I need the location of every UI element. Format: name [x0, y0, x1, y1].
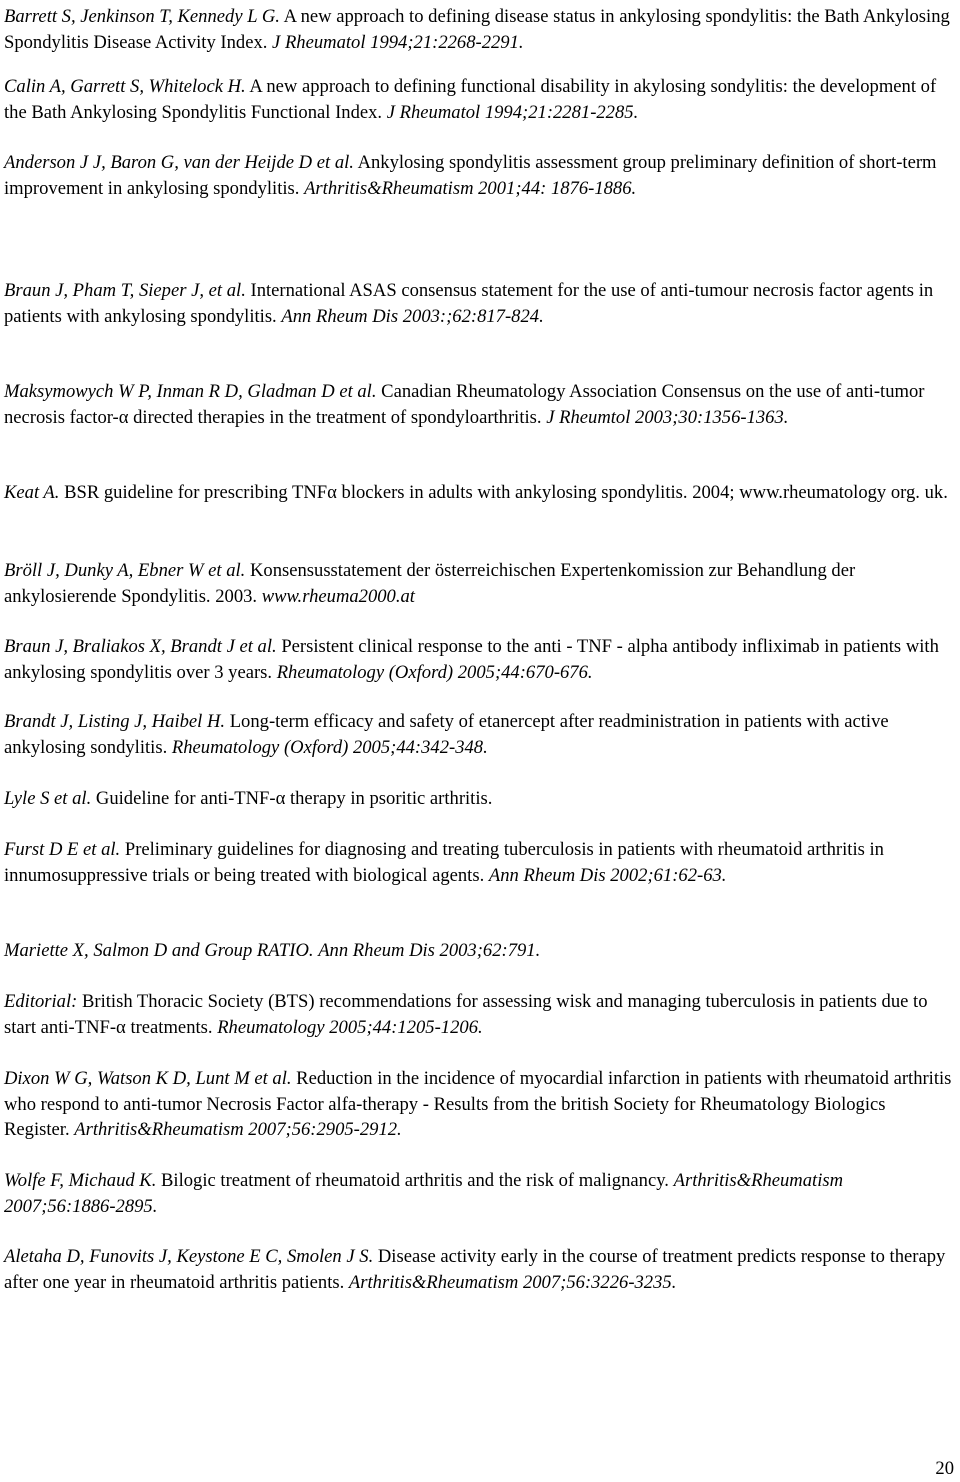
reference-title: Reduction in the incidence of myocardial infarction in patients with rheumatoid arthritis who respond to anti-tumor Necrosis Factor alfa-therapy - Results from the british Society for Rheumatology Biologics Register. — [4, 1068, 952, 1140]
reference-item-maksymowych — [4, 379, 954, 430]
reference-title: Bilogic treatment of rheumatoid arthritis and the risk of malignancy. — [161, 1170, 669, 1191]
reference-title: Persistent clinical response to the anti - TNF - alpha antibody infliximab in patients with ankylosing spondylitis over 3 years. — [4, 636, 939, 683]
reference-item-editorial-bts — [4, 989, 954, 1040]
page-number: 20 — [935, 1458, 954, 1479]
reference-item-furst — [4, 837, 954, 888]
reference-journal: Arthritis&Rheumatism 2001;44: 1876-1886. — [304, 177, 637, 199]
reference-title: Guideline for anti-TNF-α therapy in psoritic arthritis. — [95, 788, 493, 809]
reference-authors: Calin A, Garrett S, Whitelock H. — [4, 76, 246, 97]
reference-item-lyle — [4, 786, 954, 812]
reference-authors: Braun J, Pham T, Sieper J, et al. — [4, 280, 246, 301]
reference-journal: Ann Rheum Dis 2002;61:62-63. — [488, 864, 727, 886]
reference-authors: Anderson J J, Baron G, van der Heijde D et al. — [4, 152, 354, 173]
reference-title: Disease activity early in the course of treatment predicts response to therapy after one year in rheumatoid arthritis patients. — [4, 1246, 946, 1293]
reference-item-braun-infliximab — [4, 634, 954, 685]
reference-journal: Arthritis&Rheumatism 2007;56:1886-2895. — [4, 1170, 844, 1217]
reference-item-barrett — [4, 4, 954, 55]
reference-item-dixon — [4, 1066, 954, 1143]
reference-authors: Braun J, Braliakos X, Brandt J et al. — [4, 636, 277, 657]
reference-journal: J Rheumtol 2003;30:1356-1363. — [546, 406, 789, 428]
reference-title: A new approach to defining disease status in ankylosing spondylitis: the Bath Ankylosing Spondylitis Disease Activity Index. — [4, 6, 950, 53]
reference-journal: J Rheumatol 1994;21:2268-2291. — [272, 31, 524, 53]
reference-title: A new approach to defining functional disability in akylosing sondylitis: the development of the Bath Ankylosing Spondylitis Functional Index. — [4, 76, 937, 123]
reference-item-keat — [4, 480, 954, 506]
reference-title: Preliminary guidelines for diagnosing and treating tuberculosis in patients with rheumatoid arthritis in innumosuppressive trials or being treated with biological agents. — [4, 839, 884, 886]
reference-authors: Mariette X, Salmon D and Group RATIO. — [4, 940, 314, 961]
reference-title: Konsensusstatement der österreichischen Expertenkomission zur Behandlung der ankylosierende Spondylitis. 2003. — [4, 560, 856, 607]
reference-journal: Rheumatology (Oxford) 2005;44:670-676. — [276, 661, 593, 683]
reference-authors: Furst D E et al. — [4, 839, 121, 860]
reference-journal: J Rheumatol 1994;21:2281-2285. — [386, 101, 639, 123]
reference-title: Canadian Rheumatology Association Consensus on the use of anti-tumor necrosis factor-α directed therapies in the treatment of spondyloarthritis. — [4, 381, 925, 428]
reference-journal: www.rheuma2000.at — [261, 585, 415, 607]
reference-item-anderson — [4, 150, 954, 201]
reference-item-calin — [4, 74, 954, 125]
reference-authors: Aletaha D, Funovits J, Keystone E C, Smolen J S. — [4, 1246, 374, 1267]
reference-item-braun-asas — [4, 278, 954, 329]
reference-item-aletaha — [4, 1244, 954, 1295]
reference-authors: Dixon W G, Watson K D, Lunt M et al. — [4, 1068, 292, 1089]
reference-item-wolfe — [4, 1168, 954, 1219]
reference-authors: Wolfe F, Michaud K. — [4, 1170, 157, 1191]
reference-authors: Keat A. — [4, 482, 60, 503]
reference-journal: Rheumatology 2005;44:1205-1206. — [217, 1016, 483, 1038]
reference-authors: Editorial: — [4, 991, 78, 1012]
reference-title: Long-term efficacy and safety of etanercept after readministration in patients with active ankylosing sondylitis. — [4, 711, 889, 758]
reference-authors: Lyle S et al. — [4, 788, 92, 809]
reference-item-mariette — [4, 938, 954, 964]
reference-authors: Brandt J, Listing J, Haibel H. — [4, 711, 226, 732]
reference-journal: Rheumatology (Oxford) 2005;44:342-348. — [171, 736, 488, 758]
reference-journal: Ann Rheum Dis 2003;62:791. — [318, 940, 541, 961]
reference-journal: Arthritis&Rheumatism 2007;56:2905-2912. — [74, 1119, 402, 1140]
reference-item-broll — [4, 558, 954, 609]
reference-authors: Bröll J, Dunky A, Ebner W et al. — [4, 560, 246, 581]
reference-authors: Barrett S, Jenkinson T, Kennedy L G. — [4, 6, 280, 27]
reference-title: International ASAS consensus statement for the use of anti-tumour necrosis factor agents in patients with ankylosing spondylitis. — [4, 280, 934, 327]
reference-journal: Ann Rheum Dis 2003:;62:817-824. — [281, 305, 544, 327]
reference-title: BSR guideline for prescribing TNFα blockers in adults with ankylosing spondylitis. 2004; www.rheumatology org. uk. — [64, 482, 948, 503]
reference-authors: Maksymowych W P, Inman R D, Gladman D et al. — [4, 381, 377, 402]
reference-title: Ankylosing spondylitis assessment group preliminary definition of short-term improvement in ankylosing spondylitis. — [4, 152, 937, 199]
reference-title: British Thoracic Society (BTS) recommendations for assessing wisk and managing tuberculosis in patients due to start anti-TNF-α treatments. — [4, 991, 928, 1038]
reference-journal: Arthritis&Rheumatism 2007;56:3226-3235. — [348, 1271, 677, 1293]
reference-item-brandt — [4, 709, 954, 760]
